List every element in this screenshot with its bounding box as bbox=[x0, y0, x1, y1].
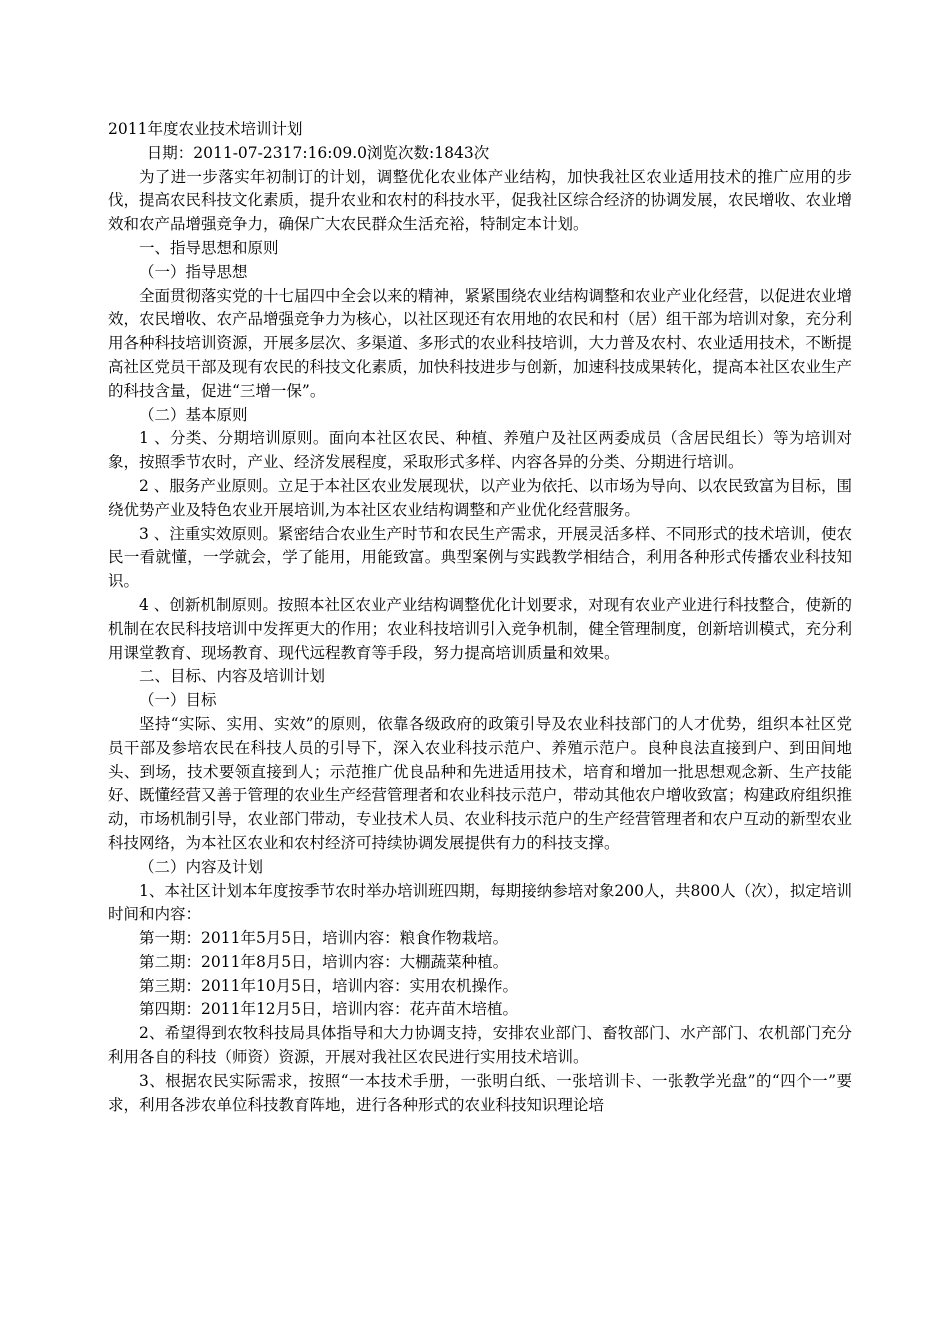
principle-4: 4 、创新机制原则。按照本社区农业产业结构调整优化计划要求，对现有农业产业进行科技整合，使新的机制在农民科技培训中发挥更大的作用；农业科技培训引入竞争机制，健全管理制度，创新培训模式，充分利用课堂教育、现场教育、现代远程教育等手段，努力提高培训质量和效果。 bbox=[108, 595, 853, 662]
principle-2: 2 、服务产业原则。立足于本社区农业发展现状，以产业为依托、以市场为导向、以农民致富为目标，围绕优势产业及特色农业开展培训,为本社区农业结构调整和产业优化经营服务。 bbox=[108, 476, 852, 519]
document-body bbox=[108, 118, 852, 1117]
session-1: 第一期：2011年5月5日，培训内容：粮食作物栽培。 bbox=[139, 929, 509, 948]
principle-1: 1 、分类、分期培训原则。面向本社区农民、种植、养殖户及社区两委成员（含居民组长）等为培训对象，按照季节农时，产业、经济发展程度，采取形式多样、内容各异的分类、分期进行培训。 bbox=[108, 429, 852, 472]
paragraph-guiding-thought: 全面贯彻落实党的十七届四中全会以来的精神，紧紧围绕农业结构调整和农业产业化经营，以促进农业增效，农民增收、农产品增强竞争力为核心，以社区现还有农用地的农民和村（居）组干部为培训对象，充分利用各种科技培训资源，开展多层次、多渠道、多形式的农业科技培训，大力普及农村、农业适用技术，不断提高社区党员干部及现有农民的科技文化素质，加快科技进步与创新，加速科技成果转化，提高本社区农业生产的科技含量，促进“三增一保”。 bbox=[108, 286, 853, 400]
plan-item-2: 2、希望得到农牧科技局具体指导和大力协调支持，安排农业部门、畜牧部门、水产部门、农机部门充分利用各自的科技（师资）资源，开展对我社区农民进行实用技术培训。 bbox=[108, 1024, 852, 1067]
plan-item-3: 3、根据农民实际需求，按照“一本技术手册，一张明白纸、一张培训卡、一张教学光盘”的“四个一”要求，利用各涉农单位科技教育阵地，进行各种形式的农业科技知识理论培 bbox=[108, 1071, 852, 1114]
subsection-heading-2-1: （一）目标 bbox=[139, 691, 217, 710]
plan-item-1: 1、本社区计划本年度按季节农时举办培训班四期，每期接纳参培对象200人，共800人（次），拟定培训时间和内容： bbox=[108, 881, 852, 924]
session-2: 第二期：2011年8月5日，培训内容：大棚蔬菜种植。 bbox=[139, 952, 509, 971]
section-heading-1: 一、指导思想和原则 bbox=[139, 238, 279, 257]
document-meta: 日期：2011-07-2317:16:09.0浏览次数:1843次 bbox=[146, 143, 490, 162]
principle-3: 3 、注重实效原则。紧密结合农业生产时节和农民生产需求，开展灵活多样、不同形式的技术培训，使农民一看就懂，一学就会，学了能用，用能致富。典型案例与实践教学相结合，利用各种形式传播农业科技知识。 bbox=[108, 524, 852, 591]
document-title: 2011年度农业技术培训计划 bbox=[108, 120, 303, 138]
subsection-heading-1-2: （二）基本原则 bbox=[139, 405, 248, 424]
subsection-heading-1-1: （一）指导思想 bbox=[139, 262, 248, 281]
paragraph-intro: 为了进一步落实年初制订的计划，调整优化农业体产业结构，加快我社区农业适用技术的推广应用的步伐，提高农民科技文化素质，提升农业和农村的科技水平，促我社区综合经济的协调发展，农民增收、农业增效和农产品增强竞争力，确保广大农民群众生活充裕，特制定本计划。 bbox=[108, 167, 853, 234]
paragraph-goal: 坚持“实际、实用、实效”的原则，依靠各级政府的政策引导及农业科技部门的人才优势，组织本社区党员干部及参培农民在科技人员的引导下，深入农业科技示范户、养殖示范户。良种良法直接到户、到田间地头、到场，技术要领直接到人；示范推广优良品种和先进适用技术，培育和增加一批思想观念新、生产技能好、既懂经营又善于管理的农业生产经营管理者和农业科技示范户，带动其他农户增收致富；构建政府组织推动，市场机制引导，农业部门带动，专业技术人员、农业科技示范户的生产经营管理者和农户互动的新型农业科技网络，为本社区农业和农村经济可持续协调发展提供有力的科技支撑。 bbox=[108, 714, 853, 852]
session-4: 第四期：2011年12月5日，培训内容：花卉苗木培植。 bbox=[139, 1000, 519, 1019]
subsection-heading-2-2: （二）内容及计划 bbox=[139, 857, 264, 876]
session-3: 第三期：2011年10月5日，培训内容：实用农机操作。 bbox=[139, 976, 519, 995]
section-heading-2: 二、目标、内容及培训计划 bbox=[139, 667, 326, 686]
